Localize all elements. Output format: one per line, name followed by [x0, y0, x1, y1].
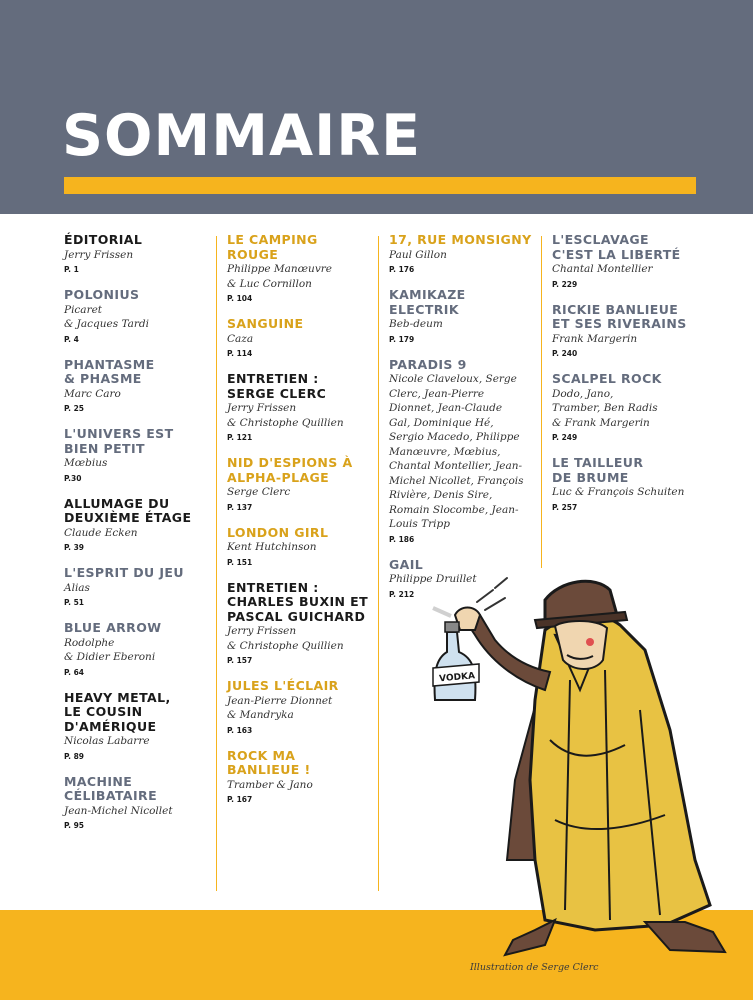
entry-page: P. 186 — [389, 534, 415, 544]
entry-title: L'UNIVERS EST BIEN PETIT — [64, 426, 174, 456]
entry-page: P. 167 — [227, 795, 253, 804]
entry-authors: Jerry Frissen & Christophe Quillien — [227, 402, 344, 429]
toc-entry — [64, 497, 214, 554]
title-underline-bar — [64, 177, 696, 194]
entry-authors: Beb-deum — [389, 318, 443, 330]
entry-authors: Claude Ecken — [64, 526, 138, 539]
toc-entry — [552, 233, 702, 290]
entry-page: P. 89 — [64, 751, 85, 761]
entry-title: SANGUINE — [227, 316, 304, 331]
toc-entry — [227, 317, 377, 359]
toc-entry — [389, 358, 539, 545]
toc-entry — [389, 233, 539, 275]
entry-title: PARADIS 9 — [389, 356, 467, 372]
header-band — [0, 0, 753, 214]
entry-page: P. 176 — [389, 265, 415, 274]
entry-page: P. 25 — [64, 404, 85, 413]
toc-entry — [552, 456, 702, 513]
entry-authors: Philippe Manœuvre & Luc Cornillon — [227, 263, 332, 290]
toc-entry — [227, 372, 377, 443]
entry-authors: Kent Hutchinson — [227, 541, 317, 553]
entry-title: LE CAMPING ROUGE — [227, 232, 318, 262]
toc-entry — [227, 581, 377, 667]
page-title: SOMMAIRE — [62, 103, 422, 169]
toc-column-4 — [552, 233, 702, 526]
serge-clerc-illustration — [395, 560, 753, 960]
entry-page: P. 249 — [552, 433, 578, 442]
entry-page: P. 121 — [227, 433, 253, 442]
entry-page: P. 39 — [64, 543, 85, 552]
entry-page: P. 1 — [64, 265, 79, 274]
toc-entry — [389, 288, 539, 345]
entry-authors: Caza — [227, 332, 254, 345]
entry-authors: Luc & François Schuiten — [552, 486, 685, 498]
toc-entry — [64, 691, 214, 762]
entry-page: P. 64 — [64, 667, 85, 677]
entry-title: L'ESCLAVAGE C'EST LA LIBERTÉ — [552, 232, 681, 262]
entry-authors: Jerry Frissen — [64, 248, 134, 261]
entry-page: P. 51 — [64, 598, 85, 607]
entry-authors: Chantal Montellier — [552, 263, 653, 275]
entry-authors: Paul Gillon — [389, 248, 447, 261]
toc-entry — [64, 288, 214, 345]
entry-page: P. 229 — [552, 279, 578, 289]
toc-entry — [227, 233, 377, 304]
toc-entry — [227, 679, 377, 736]
entry-title: MACHINE CÉLIBATAIRE — [64, 773, 158, 803]
toc-entry — [64, 566, 214, 608]
entry-authors: Picaret & Jacques Tardi — [64, 303, 150, 330]
entry-authors: Alias — [64, 581, 90, 594]
entry-page: P. 104 — [227, 294, 253, 303]
entry-title: 17, RUE MONSIGNY — [389, 232, 532, 247]
toc-entry — [64, 621, 214, 678]
entry-authors: Jerry Frissen & Christophe Quillien — [227, 625, 344, 652]
column-divider-3 — [541, 236, 542, 568]
entry-page: P. 157 — [227, 656, 253, 665]
toc-entry — [64, 358, 214, 415]
entry-title: LONDON GIRL — [227, 524, 329, 540]
entry-authors: Frank Margerin — [552, 332, 638, 345]
entry-authors: Serge Clerc — [227, 486, 291, 498]
illustration-credit: Illustration de Serge Clerc — [470, 962, 599, 973]
entry-page: P. 4 — [64, 334, 79, 344]
entry-page: P. 163 — [227, 725, 253, 735]
entry-title: NID D'ESPIONS À ALPHA-PLAGE — [227, 455, 353, 485]
entry-page: P. 137 — [227, 502, 253, 512]
entry-page: P. 257 — [552, 502, 578, 512]
entry-page: P. 151 — [227, 557, 253, 567]
entry-title: HEAVY METAL, LE COUSIN D'AMÉRIQUE — [64, 689, 171, 734]
entry-title: POLONIUS — [64, 287, 140, 302]
entry-title: ÉDITORIAL — [64, 232, 143, 247]
entry-title: SCALPEL ROCK — [552, 371, 662, 386]
entry-authors: Philippe Druillet — [389, 573, 477, 585]
entry-authors: Jean-Michel Nicollet — [64, 804, 173, 817]
entry-authors: Nicole Claveloux, Serge Clerc, Jean-Pierre Dionnet, Jean-Claude Gal, Dominique Hé, Sergio Macedo, Philippe Manœuvre, Mœbius, Chantal Montellier, Jean- Michel Nicollet, François Rivière, Denis Sire, Romain Slocombe, Jean- Louis Tripp — [389, 373, 524, 530]
entry-authors: Dodo, Jano, Tramber, Ben Radis & Frank Margerin — [552, 387, 658, 429]
entry-page: P.30 — [64, 473, 82, 483]
toc-entry — [64, 233, 214, 275]
entry-authors: Marc Caro — [64, 387, 121, 400]
entry-authors: Rodolphe & Didier Eberoni — [64, 636, 156, 663]
toc-column-3 — [389, 233, 539, 613]
entry-authors: Mœbius — [64, 457, 108, 469]
entry-authors: Nicolas Labarre — [64, 735, 150, 747]
column-divider-1 — [216, 236, 217, 891]
toc-column-1 — [64, 233, 214, 844]
entry-page: P. 212 — [389, 589, 415, 599]
entry-title: ROCK MA BANLIEUE ! — [227, 747, 311, 777]
entry-page: P. 240 — [552, 349, 578, 358]
entry-title: L'ESPRIT DU JEU — [64, 565, 184, 580]
entry-authors: Jean-Pierre Dionnet & Mandryka — [227, 694, 333, 721]
entry-page: P. 179 — [389, 334, 415, 344]
entry-title: BLUE ARROW — [64, 620, 162, 635]
toc-entry — [552, 303, 702, 360]
entry-page: P. 114 — [227, 349, 253, 358]
entry-page: P. 95 — [64, 821, 85, 830]
toc-entry — [552, 372, 702, 443]
entry-authors: Tramber & Jano — [227, 778, 313, 791]
entry-title: ENTRETIEN : CHARLES BUXIN ET PASCAL GUICHARD — [227, 579, 369, 624]
toc-entry — [64, 775, 214, 832]
entry-title: GAIL — [389, 556, 424, 572]
entry-title: KAMIKAZE ELECTRIK — [389, 287, 466, 317]
entry-title: LE TAILLEUR DE BRUME — [552, 455, 644, 485]
column-divider-2 — [378, 236, 379, 891]
toc-entry — [227, 456, 377, 513]
entry-title: PHANTASME & PHASME — [64, 356, 155, 386]
entry-title: JULES L'ÉCLAIR — [227, 678, 339, 693]
toc-entry — [227, 526, 377, 568]
entry-title: ALLUMAGE DU DEUXIÈME ÉTAGE — [64, 495, 192, 525]
entry-title: ENTRETIEN : SERGE CLERC — [227, 371, 327, 401]
toc-entry — [227, 749, 377, 806]
toc-column-2 — [227, 233, 377, 818]
toc-entry — [64, 427, 214, 484]
entry-title: RICKIE BANLIEUE ET SES RIVERAINS — [552, 301, 687, 331]
bottle-label: VODKA — [438, 671, 476, 685]
